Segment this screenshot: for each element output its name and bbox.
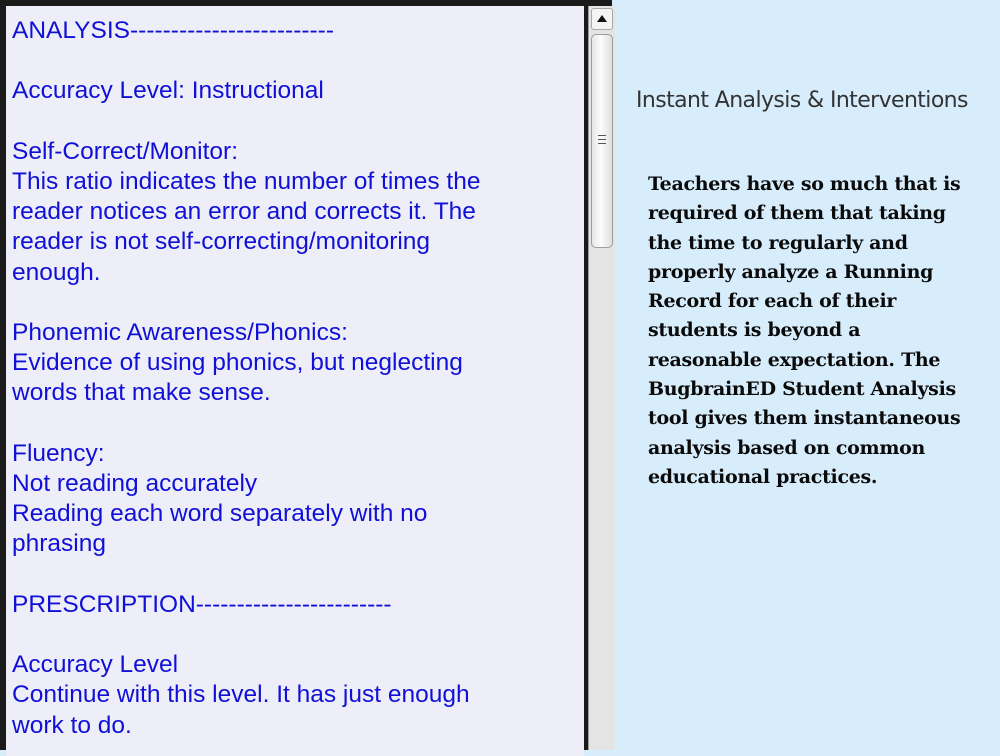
grip-lines-icon	[598, 135, 606, 144]
scroll-up-arrow-icon[interactable]	[591, 8, 613, 30]
analysis-text-area[interactable]	[6, 6, 584, 756]
scrollbar-thumb[interactable]	[591, 34, 613, 248]
section-title: Instant Analysis & Interventions	[636, 88, 968, 113]
description-paragraph: Teachers have so much that is required of them that taking the time to regularly and properly analyze a Running Record for each of their students is beyond a reasonable expectation. The BugbrainED Student Analysis tool gives them instantaneous analysis based on common educational practices.	[648, 173, 961, 488]
vertical-scrollbar[interactable]	[588, 6, 615, 750]
analysis-report-text[interactable]: ANALYSIS------------------------- Accuracy Level: Instructional Self-Correct/Monitor: This ratio indicates the number of times the reader notices an error and corrects it. The reader is not self-correcting/monitoring enough. Phonemic Awareness/Phonics: Evidence of using phonics, but neglecting words that make sense. Fluency: Not reading accurately Reading each word separately with no phrasing PRESCRIPTION------------------------ Accuracy Level Continue with this level. It has just enough work to do.	[12, 17, 481, 739]
